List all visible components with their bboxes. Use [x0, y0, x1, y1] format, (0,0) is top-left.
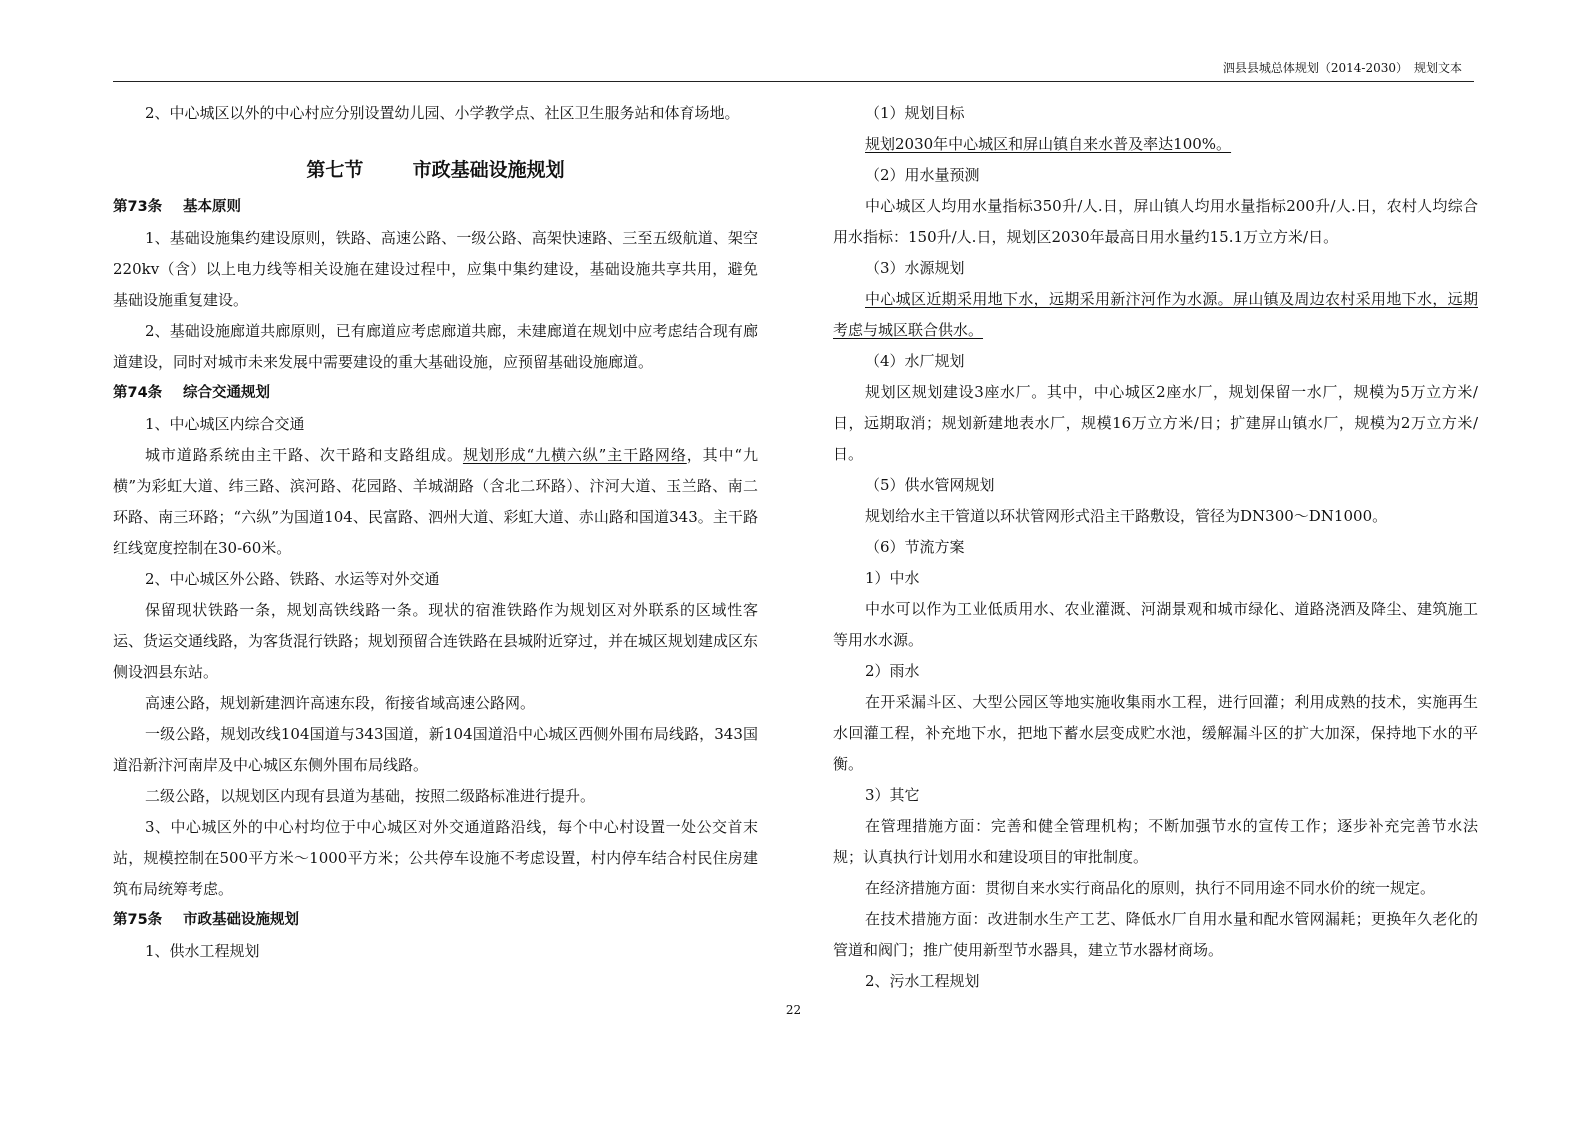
paragraph: 2、中心城区以外的中心村应分别设置幼儿园、小学教学点、社区卫生服务站和体育场地。: [145, 104, 740, 122]
subheading: （2）用水量预测: [865, 166, 980, 184]
article-heading: [113, 192, 758, 223]
paragraph: 3、中心城区外的中心村均位于中心城区对外交通道路沿线，每个中心村设置一处公交首末站，规模控制在500平方米～1000平方米；公共停车设施不考虑设置，村内停车结合村民住房建筑布局统筹考虑。: [113, 818, 758, 898]
section-number: 第七节: [306, 159, 364, 181]
paragraph: 规划区规划建设3座水厂。其中，中心城区2座水厂，规划保留一水厂，规模为5万立方米/日，远期取消；规划新建地表水厂，规模16万立方米/日；扩建屏山镇水厂，规模为2万立方米/日。: [833, 383, 1478, 463]
paragraph: 在管理措施方面：完善和健全管理机构；不断加强节水的宣传工作；逐步补充完善节水法规；认真执行计划用水和建设项目的审批制度。: [833, 817, 1478, 866]
underlined-text: 规划形成“九横六纵”主干路网络: [462, 446, 687, 464]
paragraph: [833, 284, 1478, 346]
article-title: 基本原则: [183, 199, 241, 215]
article-number: 第73条: [113, 199, 163, 215]
subheading: 2、污水工程规划: [865, 972, 980, 990]
section-heading: [113, 154, 758, 186]
paragraph: 中水可以作为工业低质用水、农业灌溉、河湖景观和城市绿化、道路浇洒及降尘、建筑施工等用水水源。: [833, 600, 1478, 649]
page-number: 22: [785, 1003, 802, 1017]
article-title: 市政基础设施规划: [183, 912, 299, 928]
paragraph: 中心城区人均用水量指标350升/人.日，屏山镇人均用水量指标200升/人.日，农村人均综合用水指标：150升/人.日，规划区2030年最高日用水量约15.1万立方米/日。: [833, 197, 1478, 246]
article-title: 综合交通规划: [183, 385, 270, 401]
paragraph: 规划给水主干管道以环状管网形式沿主干路敷设，管径为DN300～DN1000。: [865, 507, 1388, 525]
page-header: [113, 55, 1474, 82]
left-column: [113, 98, 758, 967]
paragraph: 2、中心城区外公路、铁路、水运等对外交通: [145, 570, 440, 588]
subheading: （3）水源规划: [865, 259, 965, 277]
paragraph: 1、中心城区内综合交通: [145, 415, 305, 433]
paragraph: 在开采漏斗区、大型公园区等地实施收集雨水工程，进行回灌；利用成熟的技术，实施再生水回灌工程，补充地下水，把地下蓄水层变成贮水池，缓解漏斗区的扩大加深，保持地下水的平衡。: [833, 693, 1478, 773]
paragraph: 高速公路，规划新建泗许高速东段，衔接省域高速公路网。: [145, 694, 536, 712]
paragraph: 二级公路，以规划区内现有县道为基础，按照二级路标准进行提升。: [145, 787, 596, 805]
subheading: 2）雨水: [865, 662, 920, 680]
paragraph: [833, 129, 1478, 160]
subheading: （6）节流方案: [865, 538, 965, 556]
subheading: （4）水厂规划: [865, 352, 965, 370]
article-number: 第74条: [113, 385, 163, 401]
text-run: 城市道路系统由主干路、次干路和支路组成。: [145, 446, 463, 464]
underlined-text: 中心城区近期采用地下水，远期采用新汴河作为水源。屏山镇及周边农村采用地下水，远期考虑与城区联合供水。: [833, 290, 1478, 339]
header-title: 泗县县城总体规划（2014-2030） 规划文本: [1222, 61, 1462, 75]
article-number: 第75条: [113, 912, 163, 928]
right-column: [833, 98, 1478, 997]
paragraph: 1、基础设施集约建设原则，铁路、高速公路、一级公路、高架快速路、三至五级航道、架空220kv（含）以上电力线等相关设施在建设过程中，应集中集约建设，基础设施共享共用，避免基础设施重复建设。: [113, 229, 758, 309]
text-run: ，其中“九横”为彩虹大道、纬三路、滨河路、花园路、羊城湖路（含北二环路）、汴河大道、玉兰路、南二环路、南三环路；“六纵”为国道104、民富路、泗州大道、彩虹大道、赤山路和国道343。主干路红线宽度控制在30-60米。: [113, 446, 758, 557]
paragraph: 一级公路，规划改线104国道与343国道，新104国道沿中心城区西侧外围布局线路，343国道沿新汴河南岸及中心城区东侧外围布局线路。: [113, 725, 758, 774]
section-title: 市政基础设施规划: [412, 159, 565, 181]
subheading: （5）供水管网规划: [865, 476, 995, 494]
article-heading: [113, 905, 758, 936]
paragraph: 2、基础设施廊道共廊原则，已有廊道应考虑廊道共廊，未建廊道在规划中应考虑结合现有廊道建设，同时对城市未来发展中需要建设的重大基础设施，应预留基础设施廊道。: [113, 322, 758, 371]
paragraph: [113, 440, 758, 564]
paragraph: 保留现状铁路一条，规划高铁线路一条。现状的宿淮铁路作为规划区对外联系的区域性客运、货运交通线路，为客货混行铁路；规划预留合连铁路在县城附近穿过，并在城区规划建成区东侧设泗县东站。: [113, 601, 759, 681]
subheading: 1）中水: [865, 569, 920, 587]
paragraph: 在经济措施方面：贯彻自来水实行商品化的原则，执行不同用途不同水价的统一规定。: [865, 879, 1436, 897]
underlined-text: 规划2030年中心城区和屏山镇自来水普及率达100%。: [865, 135, 1232, 153]
paragraph: 1、供水工程规划: [145, 942, 260, 960]
article-heading: [113, 378, 758, 409]
paragraph: 在技术措施方面：改进制水生产工艺、降低水厂自用水量和配水管网漏耗；更换年久老化的管道和阀门；推广使用新型节水器具，建立节水器材商场。: [833, 910, 1478, 959]
subheading: （1）规划目标: [865, 104, 965, 122]
subheading: 3）其它: [865, 786, 920, 804]
